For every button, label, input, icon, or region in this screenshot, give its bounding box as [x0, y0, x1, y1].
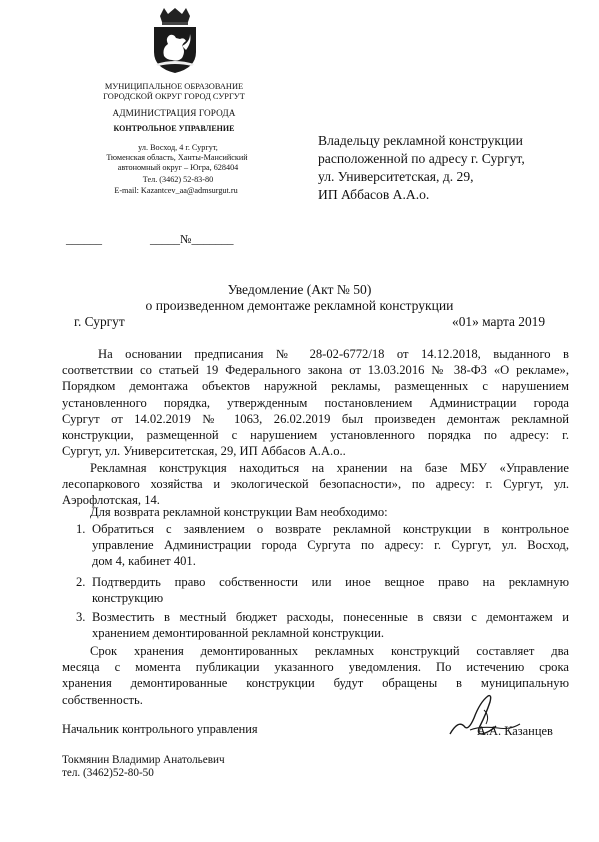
- text-line: хранения демонтированные конструкции будут обращены в муниципальную: [62, 676, 569, 691]
- text-line: Рекламная конструкция находиться на хранении на базе МБУ «Управление: [90, 461, 569, 475]
- list-number: 2.: [76, 575, 86, 589]
- text-line: На основании предписания № 28-02-6772/18 от 14.12.2018, выданного в: [98, 347, 569, 361]
- recipient-line1: Владельцу рекламной конструкции: [318, 133, 523, 148]
- executor-phone: тел. (3462)52-80-50: [62, 767, 154, 779]
- text-line: управление Администрации города Сургута по адресу: г. Сургут, ул. Восход,: [92, 538, 569, 553]
- registration-number-blank: _____№_______: [150, 232, 234, 246]
- recipient-line3: ул. Университетская, д. 29,: [318, 169, 474, 184]
- text-line: Сургут от 14.02.2019 № 1063, 26.02.2019 был произведен демонтаж рекламной: [62, 411, 569, 426]
- recipient-line2: расположенной по адресу г. Сургут,: [318, 151, 525, 166]
- coat-of-arms-icon: [148, 8, 202, 74]
- executor-name: Токмянин Владимир Анатольевич: [62, 754, 225, 766]
- text-line: месяца с момента публикации указанного уведомления. По истечению срока: [62, 660, 569, 675]
- text-line: Подтвердить право собственности или иное вещное право на рекламную: [92, 575, 569, 589]
- text-line: Сургут, ул. Университетская, 29, ИП Аббасов А.А.о..: [62, 444, 346, 459]
- list-item: [62, 609, 569, 643]
- email: E-mail: Kazantcev_aa@admsurgut.ru: [114, 186, 238, 195]
- address-line3: автономный округ – Югра, 628404: [117, 163, 239, 172]
- department-name: КОНТРОЛЬНОЕ УПРАВЛЕНИЕ: [113, 124, 235, 133]
- registration-date-blank: ______: [66, 232, 102, 246]
- document-title: Уведомление (Акт № 50): [227, 282, 372, 297]
- text-line: Аэрофлотская, 14.: [62, 493, 160, 508]
- signatory-name: А.А. Казанцев: [477, 724, 553, 738]
- paragraph-storage: [62, 460, 569, 509]
- address-line2: Тюменская область, Ханты-Мансийский: [106, 153, 248, 162]
- phone: Тел. (3462) 52-83-80: [142, 175, 214, 184]
- text-line: Срок хранения демонтированных рекламных конструкций составляет два: [90, 644, 569, 658]
- text-line: конструкцию: [92, 591, 164, 606]
- org-name-line1: МУНИЦИПАЛЬНОЕ ОБРАЗОВАНИЕ: [104, 82, 244, 91]
- text-line: соответствии со статьей 19 Федерального закона от 13.03.2016 № 38-ФЗ «О рекламе»,: [62, 363, 569, 378]
- paragraph-return-intro: Для возврата рекламной конструкции Вам необходимо:: [90, 505, 388, 519]
- text-line: конструкции, размещенной с нарушением установленного порядка по адресу: г.: [62, 428, 569, 443]
- recipient-line4: ИП Аббасов А.А.о.: [318, 187, 430, 202]
- text-line: Порядком демонтажа объектов наружной рекламы, размещенных с нарушением: [62, 379, 569, 394]
- place: г. Сургут: [74, 314, 125, 329]
- text-line: хранением демонтированной рекламной конструкции.: [92, 626, 385, 641]
- text-line: установленного порядка, утвержденным постановлением Администрации города: [62, 395, 569, 410]
- admin-name: АДМИНИСТРАЦИЯ ГОРОДА: [112, 108, 236, 118]
- paragraph-basis: [62, 346, 569, 459]
- text-line: Обратиться с заявлением о возврате рекламной конструкции в контрольное: [92, 522, 569, 536]
- signatory-position: Начальник контрольного управления: [62, 722, 258, 736]
- document-subtitle: о произведенном демонтаже рекламной конструкции: [145, 298, 454, 313]
- document-date: «01» марта 2019: [452, 314, 546, 329]
- handwritten-signature: [440, 690, 530, 750]
- list-number: 3.: [76, 610, 86, 624]
- recipient-block: [318, 132, 525, 204]
- text-line: Возместить в местный бюджет расходы, понесенные в связи с демонтажем и: [92, 610, 569, 624]
- list-number: 1.: [76, 522, 86, 536]
- text-line: дом 4, кабинет 401.: [92, 554, 196, 569]
- org-name-line2: ГОРОДСКОЙ ОКРУГ ГОРОД СУРГУТ: [103, 92, 245, 101]
- text-line: собственность.: [62, 692, 143, 707]
- address-line1: ул. Восход, 4 г. Сургут,: [138, 143, 218, 152]
- list-item: [62, 521, 569, 571]
- text-line: лесопаркового хозяйства и экологической безопасности», по адресу: г. Сургут, ул.: [62, 477, 569, 492]
- list-item: [62, 574, 569, 608]
